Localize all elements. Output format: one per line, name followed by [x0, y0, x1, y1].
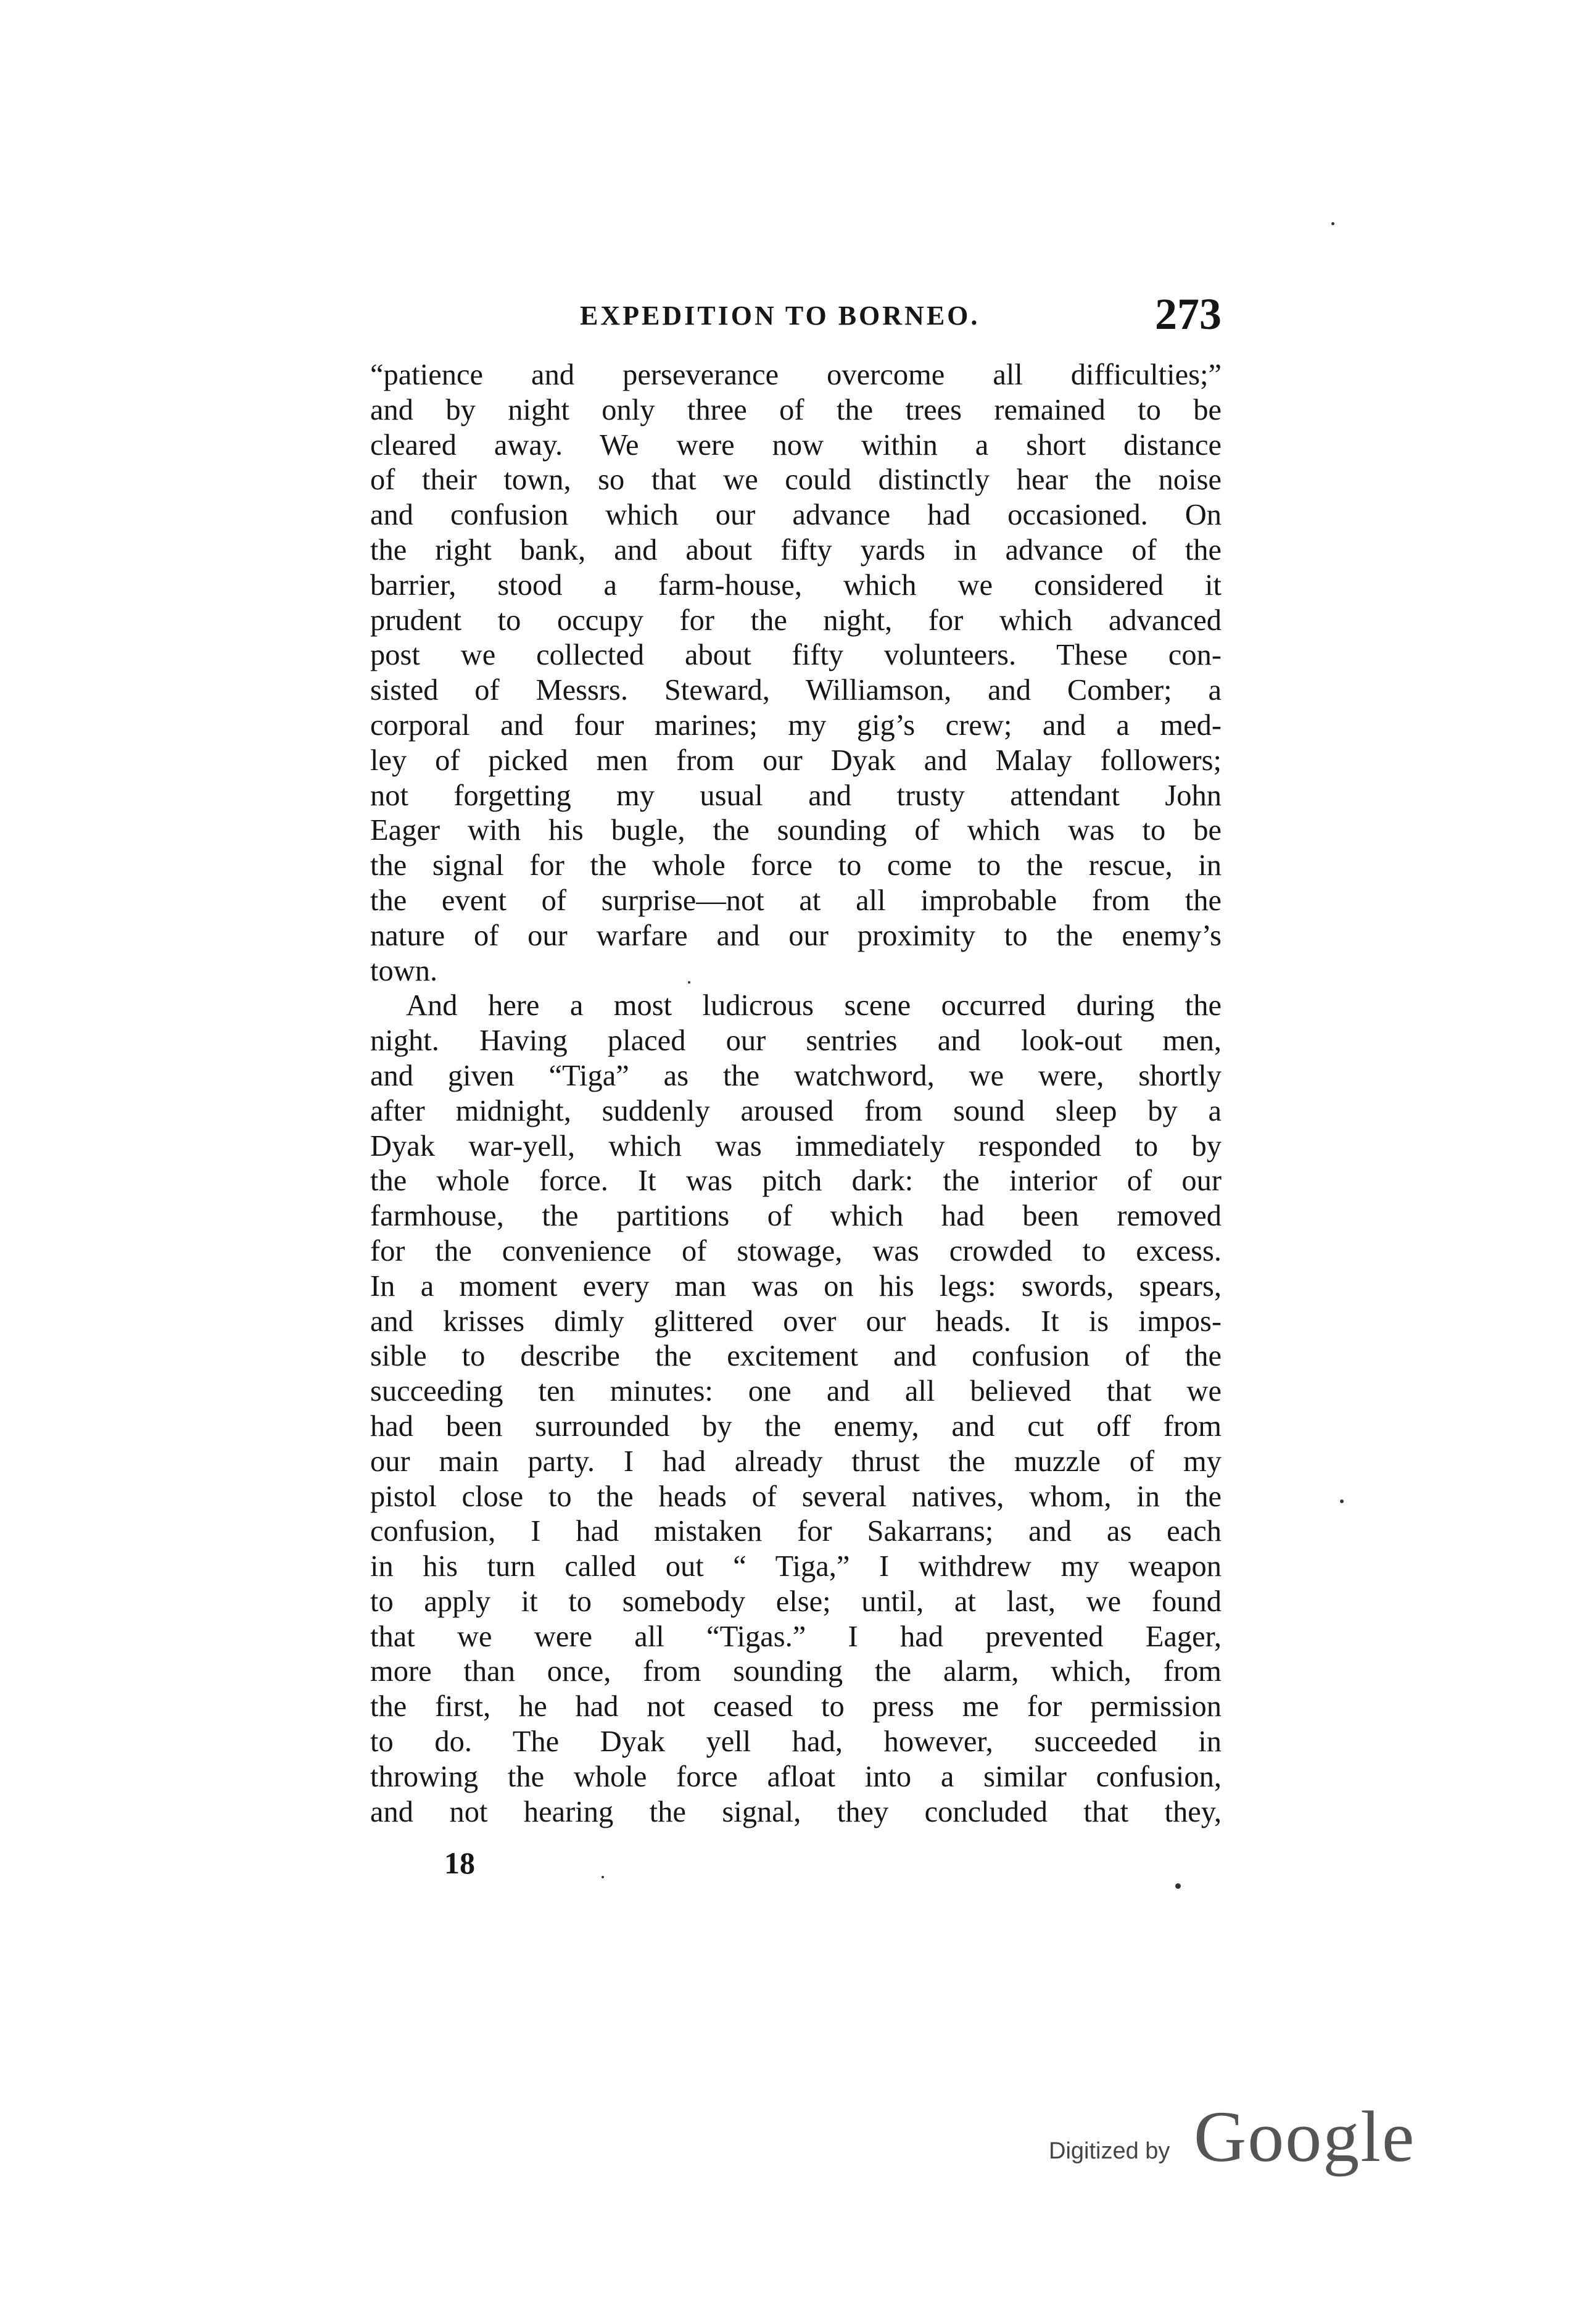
text-line: to apply it to somebody else; until, at last, we found	[370, 1585, 1222, 1618]
text-line: that we were all “Tigas.” I had prevented Eager,	[370, 1620, 1222, 1653]
text-line: In a moment every man was on his legs: swords, spears,	[370, 1269, 1222, 1303]
google-watermark	[1049, 2095, 1416, 2177]
text-line: throwing the whole force afloat into a similar confusion,	[370, 1760, 1222, 1793]
text-line: pistol close to the heads of several natives, whom, in the	[370, 1480, 1222, 1513]
text-line: confusion, I had mistaken for Sakarrans; and as each	[370, 1515, 1222, 1548]
text-line: the first, he had not ceased to press me for permission	[370, 1690, 1222, 1723]
signature-mark: 18	[444, 1846, 475, 1880]
google-logo: Google	[1194, 2096, 1416, 2177]
text-line: and confusion which our advance had occasioned. On	[370, 499, 1222, 532]
text-line: post we collected about fifty volunteers. These con-	[370, 639, 1222, 672]
text-line: And here a most ludicrous scene occurred during the	[406, 989, 1222, 1022]
text-line: farmhouse, the partitions of which had been removed	[370, 1200, 1222, 1233]
scan-speck	[1175, 1883, 1181, 1889]
text-line: after midnight, suddenly aroused from sound sleep by a	[370, 1094, 1222, 1127]
text-line: corporal and four marines; my gig’s crew; and a med-	[370, 708, 1222, 742]
text-line: the right bank, and about fifty yards in advance of the	[370, 533, 1222, 566]
text-line: barrier, stood a farm-house, which we considered it	[370, 568, 1222, 602]
text-line: cleared away. We were now within a short distance	[370, 428, 1222, 462]
text-line: of their town, so that we could distinctly hear the noise	[370, 463, 1222, 497]
text-line: the event of surprise—not at all improbable from the	[370, 884, 1222, 917]
text-line: prudent to occupy for the night, for which advanced	[370, 603, 1222, 637]
text-line: had been surrounded by the enemy, and cut off from	[370, 1409, 1222, 1443]
text-line: and krisses dimly glittered over our heads. It is impos-	[370, 1304, 1222, 1338]
body-text	[370, 358, 1222, 1830]
page-number: 273	[1155, 289, 1222, 339]
text-line: sible to describe the excitement and confusion of the	[370, 1340, 1222, 1373]
text-line: sisted of Messrs. Steward, Williamson, and Comber; a	[370, 674, 1222, 707]
scan-speck	[688, 981, 690, 984]
scan-speck	[1331, 222, 1334, 225]
scan-speck	[1340, 1499, 1344, 1503]
text-line: Dyak war-yell, which was immediately responded to by	[370, 1129, 1222, 1163]
running-head	[370, 289, 1222, 338]
text-line: to do. The Dyak yell had, however, succeeded in	[370, 1725, 1222, 1759]
text-line: not forgetting my usual and trusty attendant John	[370, 779, 1222, 812]
text-line: and not hearing the signal, they concluded that they,	[370, 1795, 1222, 1828]
running-title: EXPEDITION TO BORNEO.	[580, 301, 980, 331]
digitized-by-label: Digitized by	[1049, 2138, 1170, 2164]
text-line: our main party. I had already thrust the muzzle of my	[370, 1445, 1222, 1478]
scan-speck	[602, 1876, 604, 1878]
text-line: and given “Tiga” as the watchword, we were, shortly	[370, 1059, 1222, 1092]
text-line: Eager with his bugle, the sounding of which was to be	[370, 814, 1222, 847]
text-line: more than once, from sounding the alarm, which, from	[370, 1655, 1222, 1688]
text-line: the whole force. It was pitch dark: the interior of our	[370, 1164, 1222, 1198]
text-line: town.	[370, 954, 438, 987]
text-line: and by night only three of the trees remained to be	[370, 393, 1222, 426]
text-line: nature of our warfare and our proximity to the enemy’s	[370, 919, 1222, 952]
text-line: “patience and perseverance overcome all difficulties;”	[370, 359, 1222, 391]
text-line: ley of picked men from our Dyak and Malay followers;	[370, 744, 1222, 777]
text-line: for the convenience of stowage, was crowded to excess.	[370, 1234, 1222, 1267]
text-line: in his turn called out “ Tiga,” I withdrew my weapon	[370, 1550, 1222, 1583]
text-line: the signal for the whole force to come to the rescue, in	[370, 849, 1222, 882]
text-line: succeeding ten minutes: one and all believed that we	[370, 1375, 1222, 1408]
text-line: night. Having placed our sentries and look-out men,	[370, 1024, 1222, 1058]
